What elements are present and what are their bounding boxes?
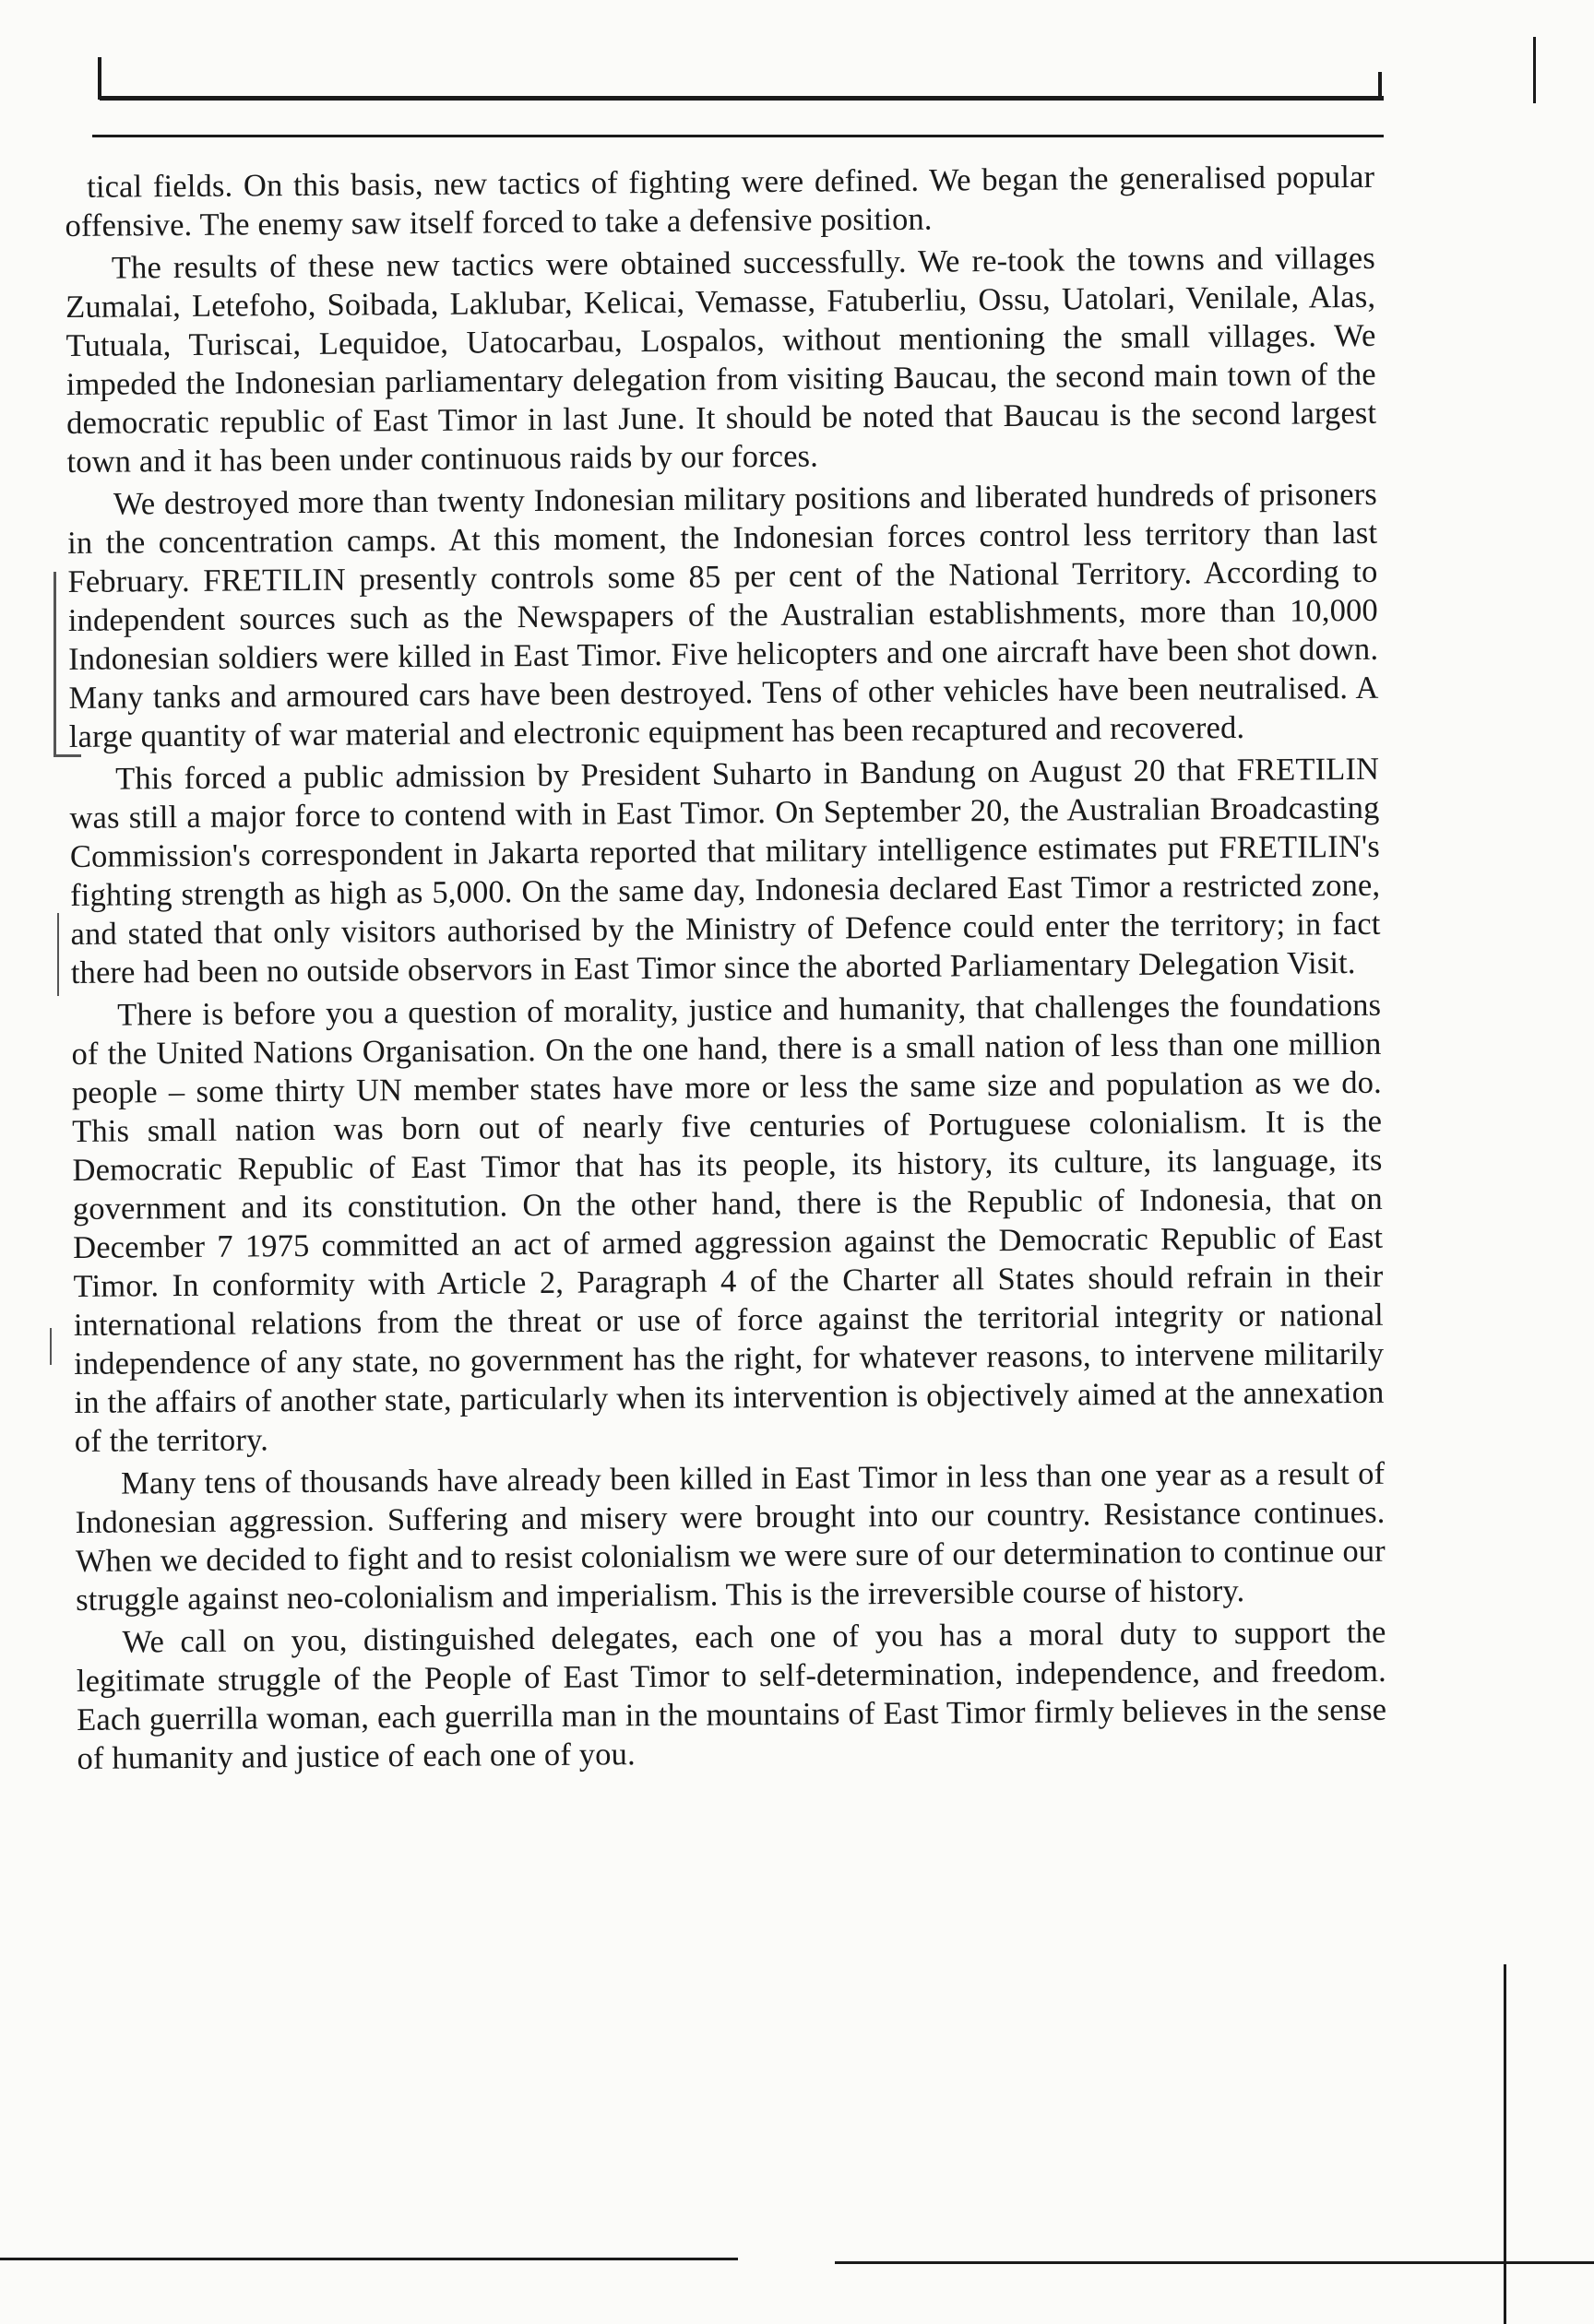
paragraph: The results of these new tactics were obtained successfully. We re-took the towns and villages Zumalai, Letefoho, Soibada, Laklubar, Kelicai, Vemasse, Fatuberliu, Ossu, Uatolari, Venilale, Alas, Tutuala, Turiscai, Lequidoe, Uatocarbau, Lospalos, without mentioning the small villages. We impeded the Indonesian parliamentary delegation from visiting Baucau, the second main town of the democratic republic of East Timor in last June. It should be noted that Baucau is the second largest town and it has been under continuous raids by our forces. [65,240,1377,480]
paragraph: tical fields. On this basis, new tactics of fighting were defined. We began the generalised popular offensive. The enemy saw itself forced to take a defensive position. [65,159,1375,243]
header-right-tick [1378,72,1382,100]
margin-mark [54,572,56,756]
document-body [65,158,1387,1782]
margin-mark [50,1328,52,1365]
paragraph: This forced a public admission by President Suharto in Bandung on August 20 that FRETILIN was still a major force to contend with in East Timor. On September 20, the Australian Broadcasting Commission's correspondent in Jakarta reported that military intelligence estimates put FRETILIN's fighting strength as high as 5,000. On the same day, Indonesia declared East Timor a restricted zone, and stated that only visitors authorised by the Ministry of Defence could enter the territory; in fact there had been no outside observors in East Timor since the aborted Parliamentary Delegation Visit. [69,751,1381,990]
footer-rule-right [835,2261,1594,2264]
right-margin-rule-bottom [1504,1964,1506,2324]
paragraph: Many tens of thousands have already been killed in East Timor in less than one year as a result of Indonesian aggression. Suffering and misery were brought into our country. Resistance continues. When we decided to fight and to resist colonialism we were sure of our determination to continue our struggle against neo-colonialism and imperialism. This is the irreversible course of history. [75,1455,1386,1618]
margin-mark [57,913,59,996]
header-top-rule [100,96,1384,101]
footer-rule-left [0,2258,738,2260]
paragraph: There is before you a question of morality, justice and humanity, that challenges the foundations of the United Nations Organisation. On the one hand, there is a small nation of less than one million people – some thirty UN member states have more or less the same size and population as we do. This small nation was born out of nearly five centuries of Portuguese colonialism. It is the Democratic Republic of East Timor that has its people, its history, its culture, its language, its government and its constitution. On the other hand, there is the Republic of Indonesia, that on December 7 1975 committed an act of armed aggression against the Democratic Republic of East Timor. In conformity with Article 2, Paragraph 4 of the Charter all States should refrain in their international relations from the threat or use of force against the territorial integrity or national independence of any state, no government has the right, for whatever reasons, to intervene militarily in the affairs of another state, particularly when its intervention is objectively aimed at the annexation of the territory. [71,987,1385,1459]
header-left-tick [98,57,101,100]
paragraph: We destroyed more than twenty Indonesian military positions and liberated hundreds of prisoners in the concentration camps. At this moment, the Indonesian forces control less territory than last February. FRETILIN presently controls some 85 per cent of the National Territory. According to independent sources such as the Newspapers of the Australian establishments, more than 10,000 Indonesian soldiers were killed in East Timor. Five helicopters and one aircraft have been shot down. Many tanks and armoured cars have been destroyed. Tens of other vehicles have been neutralised. A large quantity of war material and electronic equipment has been recaptured and recovered. [67,476,1379,754]
paragraph: We call on you, distinguished delegates, each one of you has a moral duty to support the legitimate struggle of the People of East Timor to self-determination, independence, and freedom. Each guerrilla woman, each guerrilla man in the mountains of East Timor firmly believes in the sense of humanity and justice of each one of you. [76,1614,1387,1776]
right-margin-rule-top [1533,37,1536,103]
header-bottom-rule [92,135,1384,137]
